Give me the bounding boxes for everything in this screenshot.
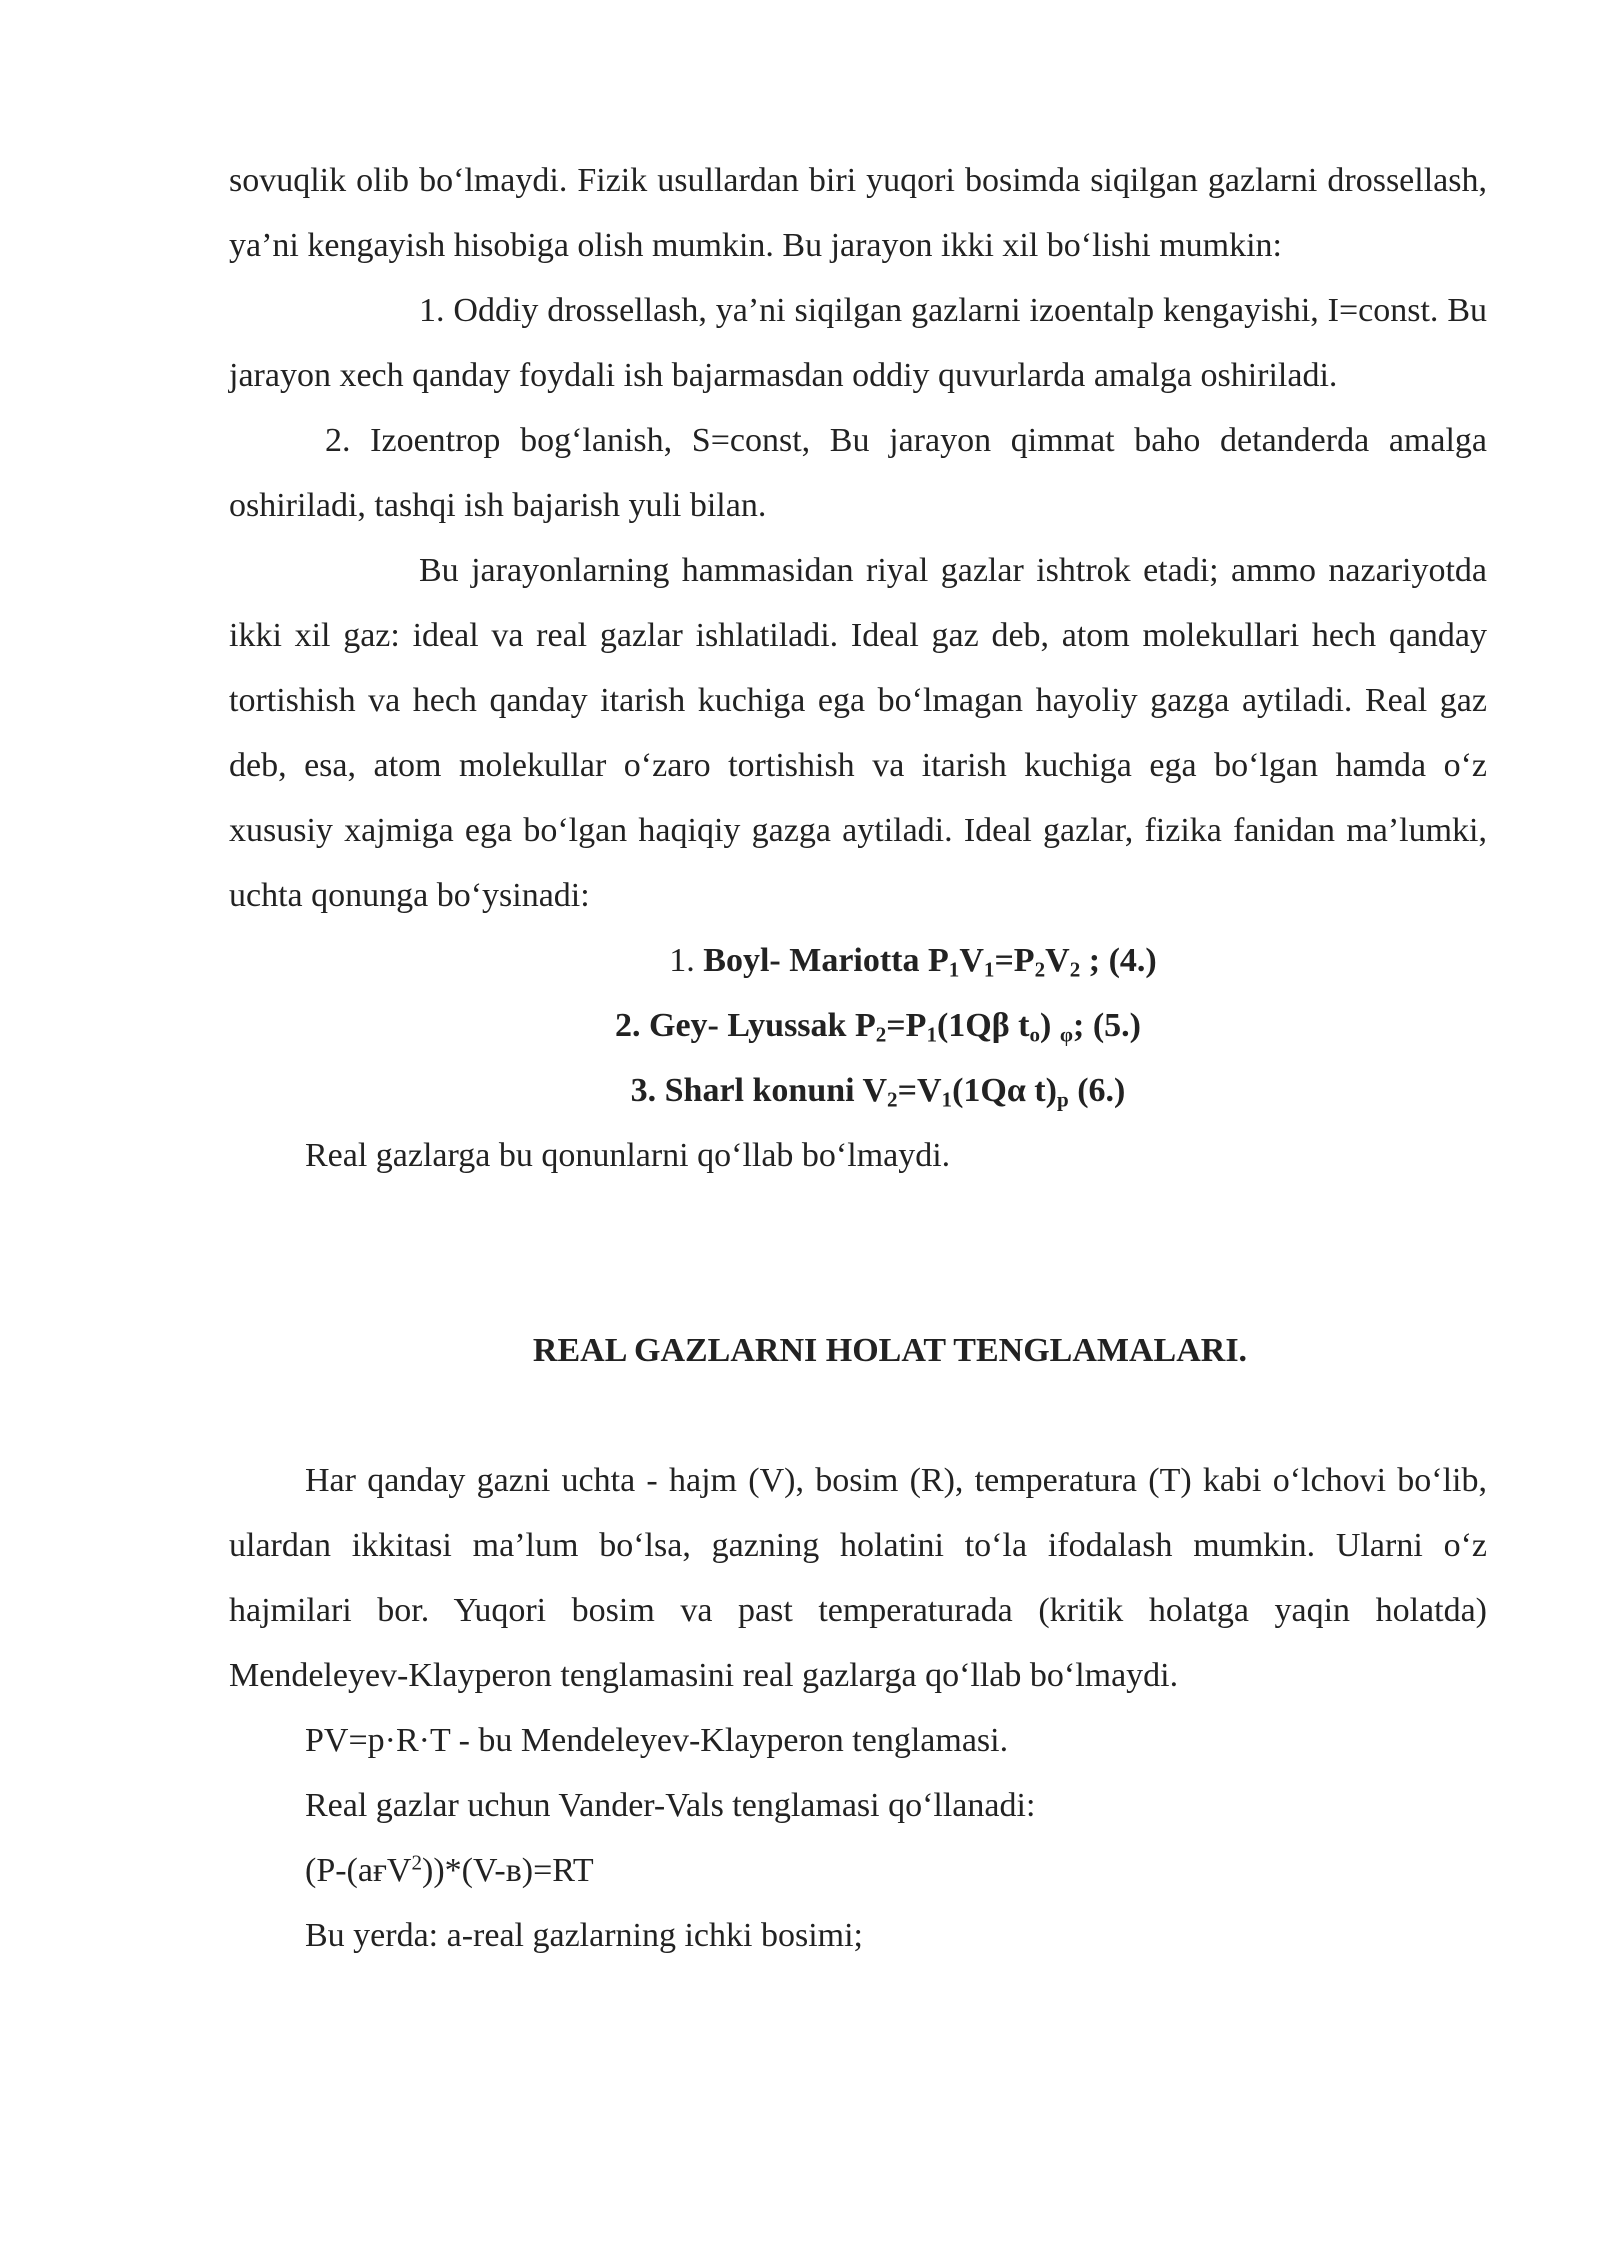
law-name: Boyl- Mariotta xyxy=(703,942,928,979)
law-number: 1. xyxy=(669,942,704,979)
section-heading: REAL GAZLARNI HOLAT TENGLAMALARI. xyxy=(532,1332,1248,1369)
law-name: 2. Gey- Lyussak xyxy=(615,1007,855,1044)
paragraph-mendeleev-equation: PV=p·R·T - bu Mendeleyev-Klayperon tenglamasi. xyxy=(305,1722,1009,1759)
law-gay-lussac xyxy=(229,993,1487,1058)
paragraph-van-der-waals-intro: Real gazlar uchun Vander-Vals tenglamasi qo‘llanadi: xyxy=(305,1787,1036,1824)
paragraph-gases: Bu jarayonlarning hammasidan riyal gazlar ishtrok etadi; ammo nazariyotda ikki xil gaz: ideal va real gazlar ishlatiladi. Ideal gaz deb, atom molekullari hech qanday tortishish va hech qanday itarish kuchiga ega bo‘lmagan hayoliy gazga aytiladi. Real gaz deb, esa, atom molekullar o‘zaro tortishish va itarish kuchiga ega bo‘lgan hamda o‘z xususiy xajmiga ega bo‘lgan haqiqiy gazga aytiladi. Ideal gazlar, fizika fanidan ma’lumki, uchta qonunga bo‘ysinadi: xyxy=(229,552,1487,914)
paragraph-definition: Bu yerda: a-real gazlarning ichki bosimi; xyxy=(305,1917,863,1954)
van-der-waals-formula: (P-(aғV$^2$))*(V-в)=RT xyxy=(305,1850,594,1889)
law-charles xyxy=(229,1058,1487,1123)
spacer xyxy=(229,1383,1487,1448)
law-equation: $P_1V_1=P_2V_2$ ; (4.) xyxy=(928,942,1157,982)
law-name: 3. Sharl konuni xyxy=(630,1072,863,1109)
paragraph-item-1: 1. Oddiy drossellash, ya’ni siqilgan gazlarni izoentalp kengayishi, I=const. Bu jarayon xech qanday foydali ish bajarmasdan oddiy quvurlarda amalga oshiriladi. xyxy=(229,292,1487,394)
paragraph-item-2: 2. Izoentrop bog‘lanish, S=const, Bu jarayon qimmat baho detanderda amalga oshiriladi, tashqi ish bajarish yuli bilan. xyxy=(229,422,1487,524)
law-equation: $V_2=V_1(1Q\alpha$ $t)_p$ (6.) xyxy=(862,1072,1126,1112)
law-equation: $P_2=P_1(1Q\beta$ $t_o$) $_\varphi$; (5.) xyxy=(854,1007,1141,1047)
paragraph-intro: sovuqlik olib bo‘lmaydi. Fizik usullardan biri yuqori bosimda siqilgan gazlarni drossellash, ya’ni kengayish hisobiga olish mumkin. Bu jarayon ikki xil bo‘lishi mumkin: xyxy=(229,162,1487,264)
law-boyle-mariotte xyxy=(229,928,1487,993)
page-content xyxy=(229,148,1487,1968)
spacer xyxy=(229,1188,1487,1318)
paragraph-real-gases-note: Real gazlarga bu qonunlarni qo‘llab bo‘lmaydi. xyxy=(305,1137,951,1174)
paragraph-state-parameters: Har qanday gazni uchta - hajm (V), bosim (R), temperatura (T) kabi o‘lchovi bo‘lib, ulardan ikkitasi ma’lum bo‘lsa, gazning holatini to‘la ifodalash mumkin. Ularni o‘z hajmilari bor. Yuqori bosim va past temperaturada (kritik holatga yaqin holatda) Mendeleyev-Klayperon tenglamasini real gazlarga qo‘llab bo‘lmaydi. xyxy=(229,1462,1487,1694)
